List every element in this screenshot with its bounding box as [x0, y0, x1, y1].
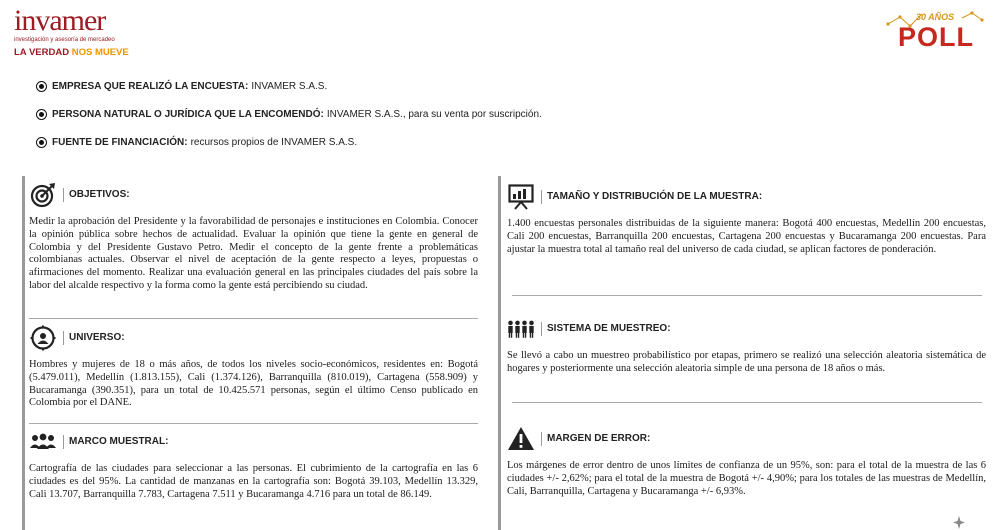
disclosure-value: INVAMER S.A.S. [251, 81, 328, 92]
people-group-icon [29, 428, 57, 456]
bullet-icon [36, 137, 47, 148]
section-title: MARCO MUESTRAL: [63, 435, 168, 449]
logo-tagline: investigación y asesoría de mercadeo [14, 37, 115, 43]
section-body: Medir la aprobación del Presidente y la favorabilidad de personajes e instituciones en Colombia. Conocer la opinión pública sobre hechos de actualidad. Evaluar la opinión que tiene la gente en general de Colombia y del Presidente Gustavo Petro. Medir el concepto de la gente frente a problemáticas colombianas actuales. Observar el nivel de aceptación de la gente respecto a leyes, propuestas o afirmaciones del momento. Realizar una evaluación general en las principales ciudades del país sobre la labor del alcalde respectivo y la forma como la gente está percibiendo su ciudad. [29, 216, 478, 291]
logo-wordmark: invamer [14, 4, 106, 37]
poll-badge [886, 10, 986, 56]
section-title: OBJETIVOS: [63, 188, 130, 202]
left-column-rule [22, 176, 25, 530]
poll-word: POLL [898, 22, 974, 52]
warning-icon [507, 425, 535, 453]
section-body: 1.400 encuestas personales distribuidas de la siguiente manera: Bogotá 400 encuestas, Medellín 200 encuestas, Cali 200 encuestas, Barranquilla 200 encuestas, Cartagena 200 encuestas y Bucaramanga 200 encuestas. Para ajustar la muestra total al tamaño real del universo de cada ciudad, se aplican factores de ponderación. [507, 218, 986, 255]
section-title: SISTEMA DE MUESTREO: [541, 322, 671, 336]
divider [512, 295, 982, 296]
section-title: UNIVERSO: [63, 331, 125, 345]
section-body: Cartografía de las ciudades para seleccionar a las personas. El cubrimiento de la cartografía en las 6 ciudades es del 95%. La cantidad de manzanas en la cartografía son: Bogotá 39.103, Medellín 13.329, Cali 13.707, Barranquilla 7.783, Cartagena 7.511 y Bucaramanga 4.716 para un total de 86.149. [29, 463, 478, 500]
section-sistema-muestreo [507, 315, 986, 376]
bullet-icon [36, 81, 47, 92]
divider [29, 423, 478, 424]
poll-years: 30 AÑOS [916, 12, 955, 22]
section-body: Hombres y mujeres de 18 o más años, de todos los niveles socio-económicos, residentes en: Bogotá (5.479.011), Medellín (1.813.155), Cali (1.374.126), Barranquilla (810.019), Cartagena (558.909) y Bucaramanga (390.351), para un total de 10.425.571 personas, según el último Censo publicado en Colombia por el DANE. [29, 359, 478, 409]
section-body: Se llevó a cabo un muestreo probabilístico por etapas, primero se realizó una selección aleatoria sistemática de hogares y posteriormente una selección aleatoria simple de una persona de 18 años o más. [507, 350, 986, 374]
disclosure-commissioner [36, 109, 542, 120]
section-universo [29, 324, 478, 410]
section-tamano-muestra [507, 183, 986, 256]
disclosure-value: INVAMER S.A.S., para su venta por suscripción. [326, 109, 542, 120]
sparkle-icon [950, 516, 970, 530]
disclosure-company [36, 81, 327, 92]
section-margen-error [507, 425, 986, 498]
divider [29, 318, 478, 319]
section-objetivos [29, 181, 478, 293]
divider [512, 402, 982, 403]
section-title: MARGEN DE ERROR: [541, 432, 650, 446]
presentation-chart-icon [507, 183, 535, 211]
bullet-icon [36, 109, 47, 120]
disclosure-funding [36, 137, 357, 148]
team-icon [507, 315, 535, 343]
globe-icon [29, 324, 57, 352]
right-column-rule [498, 176, 501, 530]
disclosure-value: recursos propios de INVAMER S.A.S. [190, 137, 358, 148]
section-body: Los márgenes de error dentro de unos límites de confianza de un 95%, son: para el total de la muestra de las 6 ciudades +/- 2,62%; para el total de la muestra de Bogotá +/- 4,90%; para los totales de las muestras de Medellín, Cali, Barranquilla, Cartagena y Bucaramanga +/- 6,93%. [507, 460, 986, 497]
target-icon [29, 181, 57, 209]
disclosure-label: FUENTE DE FINANCIACIÓN: [52, 137, 188, 148]
motto-part2: NOS MUEVE [71, 47, 129, 58]
section-title: TAMAÑO Y DISTRIBUCIÓN DE LA MUESTRA: [541, 190, 762, 204]
disclosure-label: EMPRESA QUE REALIZÓ LA ENCUESTA: [52, 81, 249, 92]
disclosure-label: PERSONA NATURAL O JURÍDICA QUE LA ENCOMENDÓ: [52, 109, 324, 120]
logo-motto [14, 47, 144, 58]
section-marco-muestral [29, 428, 478, 501]
invamer-logo [14, 6, 144, 58]
motto-part1: LA VERDAD [14, 47, 70, 58]
